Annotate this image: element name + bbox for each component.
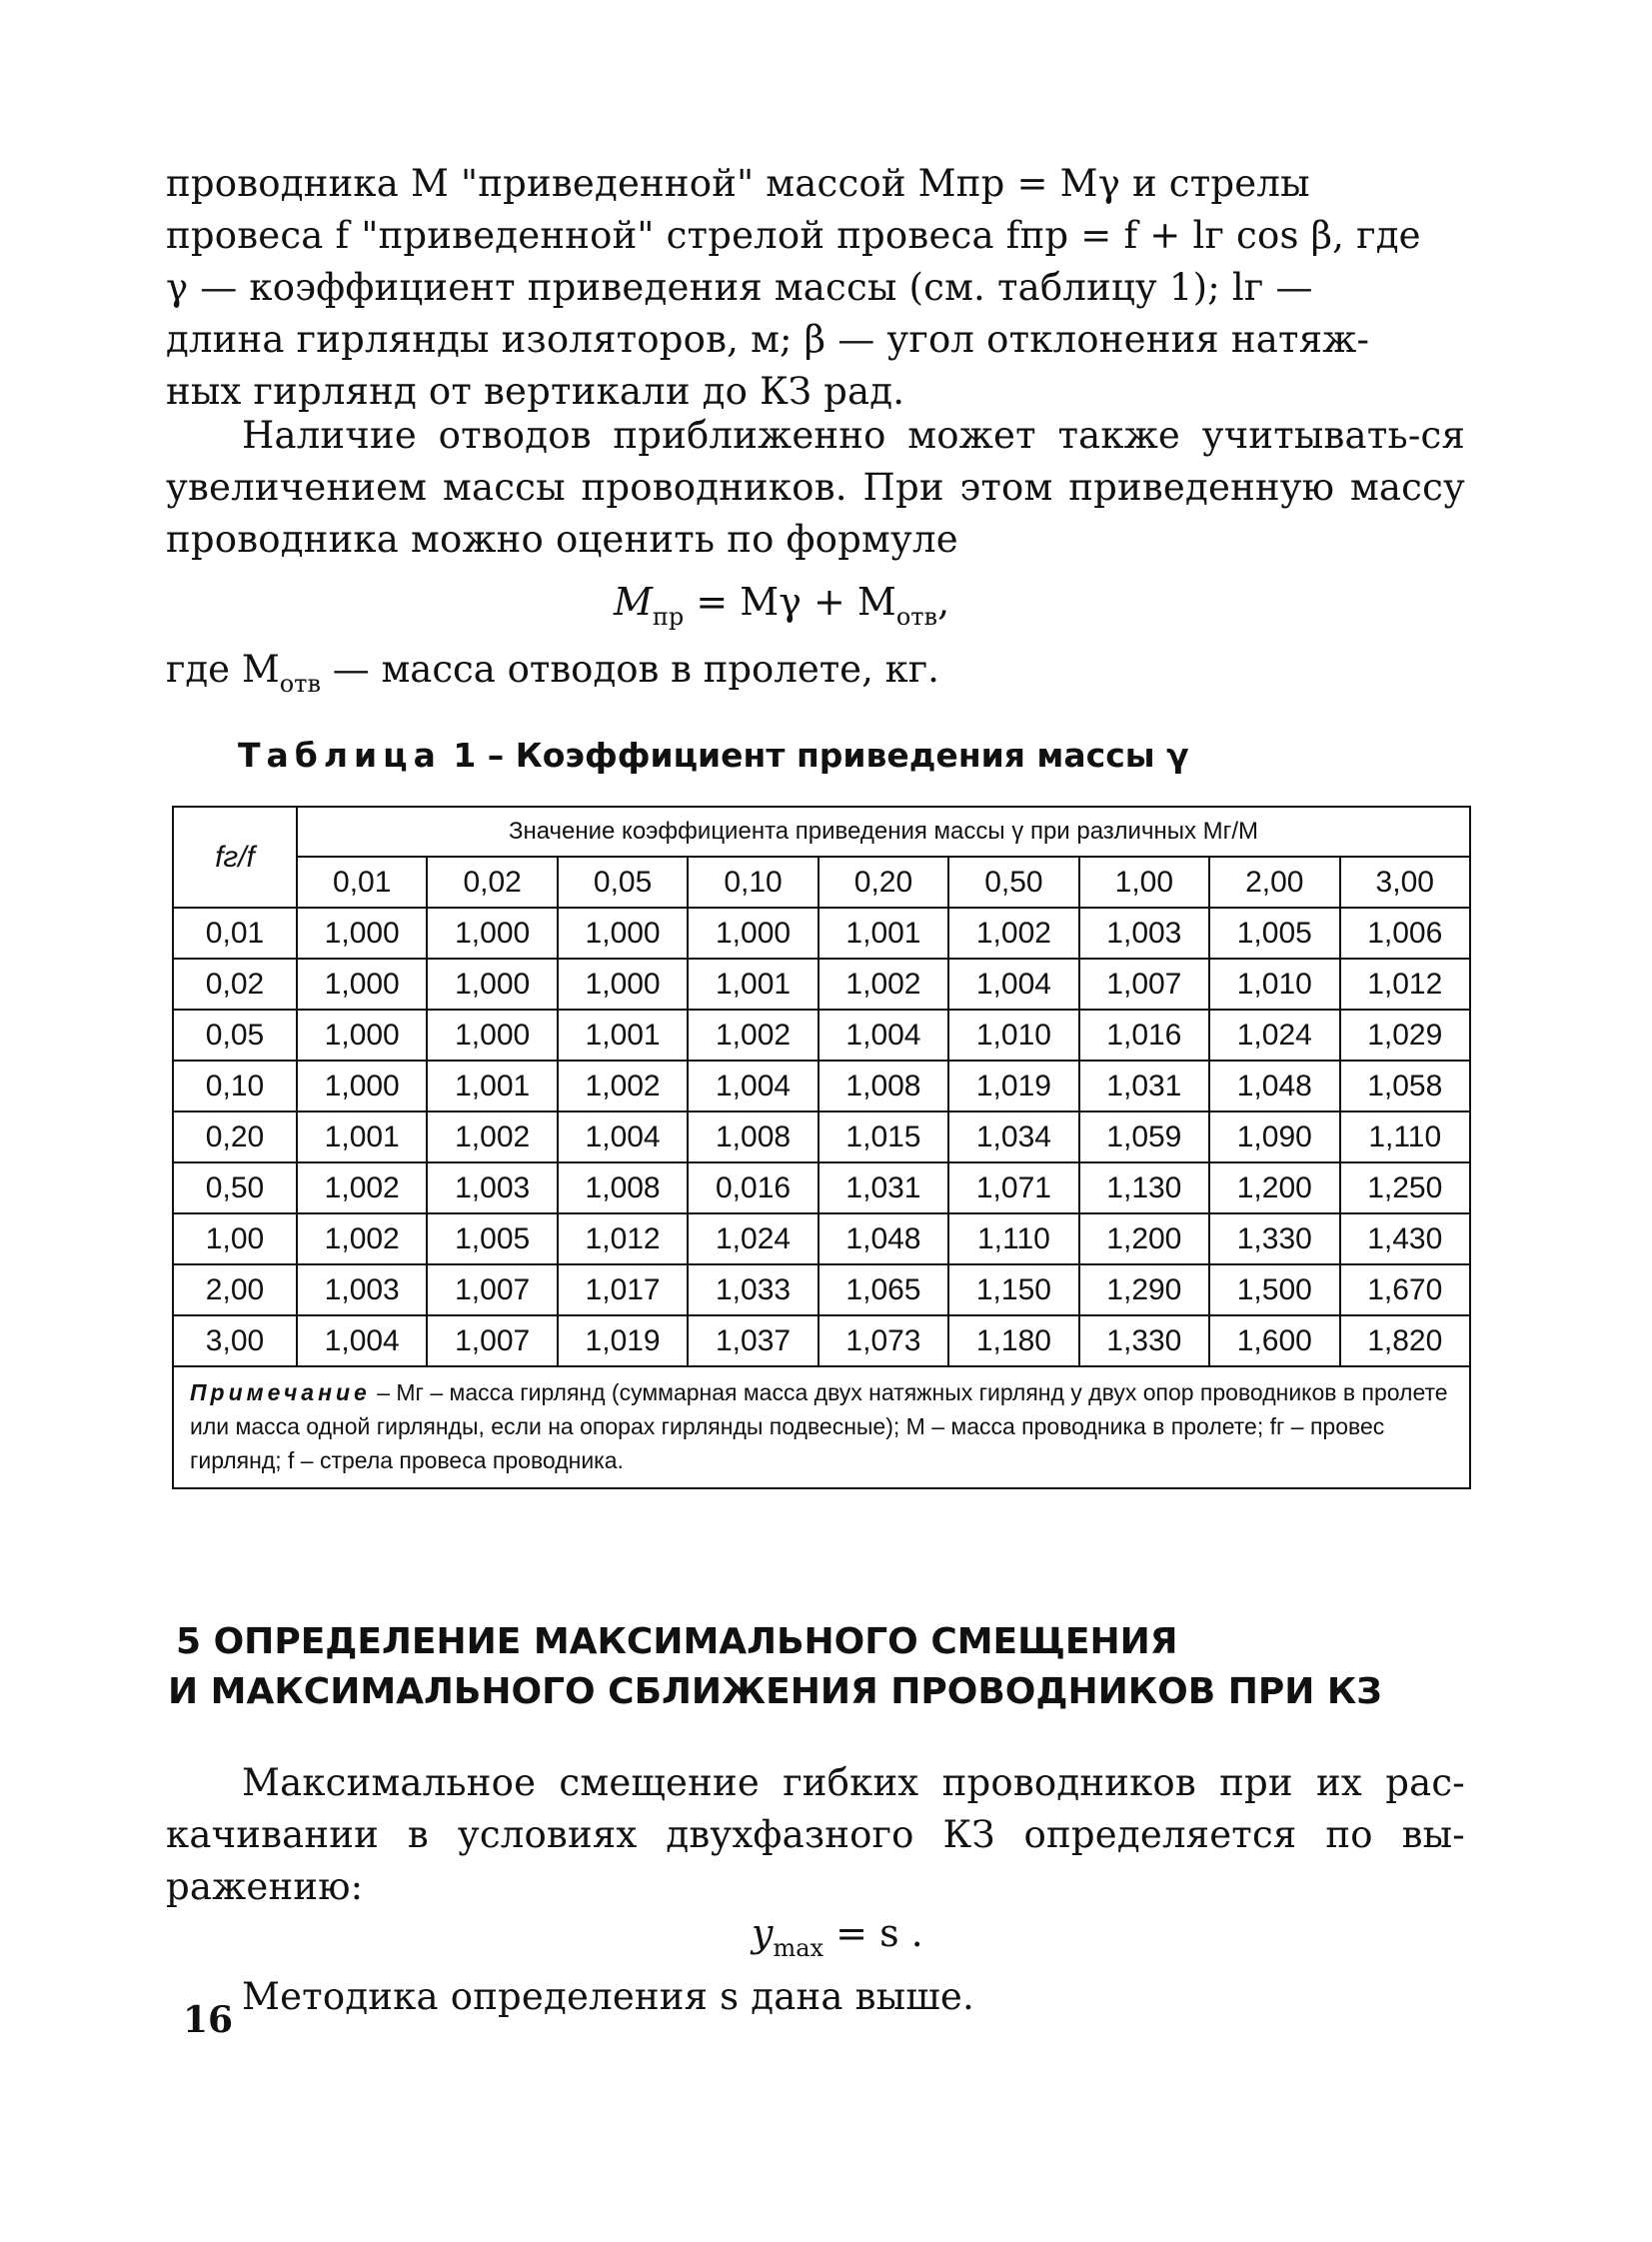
table-cell: 1,150 [948, 1264, 1078, 1315]
table-cell: 0,016 [688, 1162, 818, 1213]
table-cell: 1,200 [1079, 1213, 1209, 1264]
table-cell: 1,001 [819, 908, 948, 959]
table-row [173, 1112, 1470, 1162]
table-cell: 1,024 [688, 1213, 818, 1264]
table-cell: 1,071 [948, 1162, 1078, 1213]
table-cell: 1,048 [1209, 1061, 1339, 1112]
second-paragraph: Наличие отводов приближенно может также учитывать-ся увеличением массы проводников. При этом приведенную массу проводника можно оценить по формуле [166, 414, 1465, 561]
method-line: Методика определения s дана выше. [242, 1975, 974, 2018]
table-cell: 1,090 [1209, 1112, 1339, 1162]
table-column-header: 0,02 [427, 857, 557, 908]
table-cell: 1,004 [558, 1112, 688, 1162]
table-cell: 1,034 [948, 1112, 1078, 1162]
table-body [173, 908, 1470, 1366]
table-cell: 1,180 [948, 1315, 1078, 1366]
table-cell: 1,019 [948, 1061, 1078, 1112]
table-note [173, 1366, 1470, 1488]
table-cell: 1,002 [558, 1061, 688, 1112]
intro-line-2: провеса f "приведенной" стрелой провеса fпр = f + lг cos β, где [166, 214, 1421, 257]
table-cell: 1,006 [1340, 908, 1471, 959]
table-cell: 1,019 [558, 1315, 688, 1366]
table-column-header: 0,05 [558, 857, 688, 908]
table-cell: 1,065 [819, 1264, 948, 1315]
formula-max-displacement [752, 1911, 923, 1962]
table-cell: 1,001 [688, 959, 818, 1010]
table-cell: 1,500 [1209, 1264, 1339, 1315]
table-row [173, 1213, 1470, 1264]
table-cell: 1,073 [819, 1315, 948, 1366]
formula-reduced-mass [614, 580, 949, 631]
table-row-label: 0,02 [173, 959, 297, 1010]
table-cell: 1,002 [688, 1010, 818, 1061]
table-cell: 1,002 [819, 959, 948, 1010]
intro-line-1: проводника M "приведенной" массой Mпр = Mγ и стрелы [166, 162, 1310, 205]
table-cell: 1,820 [1340, 1315, 1471, 1366]
table-cell: 1,037 [688, 1315, 818, 1366]
table-cell: 1,002 [297, 1162, 427, 1213]
second-paragraph-block [166, 410, 1465, 566]
intro-line-5: ных гирлянд от вертикали до КЗ рад. [166, 370, 905, 413]
table-note-row [173, 1366, 1470, 1488]
table-cell: 1,048 [819, 1213, 948, 1264]
table-cell: 1,000 [427, 959, 557, 1010]
table-column-header: 0,01 [297, 857, 427, 908]
table-cell: 1,200 [1209, 1162, 1339, 1213]
table-row [173, 908, 1470, 959]
table-cell: 1,005 [1209, 908, 1339, 959]
page-number: 16 [183, 1999, 234, 2041]
table-cell: 1,004 [819, 1010, 948, 1061]
where-line [166, 648, 939, 698]
table-row-label: 1,00 [173, 1213, 297, 1264]
formula1-lhs: M [614, 580, 653, 624]
table-cell: 1,008 [819, 1061, 948, 1112]
table-cell: 1,000 [427, 1010, 557, 1061]
table-cell: 1,330 [1079, 1315, 1209, 1366]
where-sub: отв [279, 670, 321, 698]
table-cell: 1,007 [427, 1264, 557, 1315]
table-cell: 1,031 [1079, 1061, 1209, 1112]
table-row-label: 0,01 [173, 908, 297, 959]
table-cell: 1,001 [427, 1061, 557, 1112]
formula2-lhs-sub: max [773, 1934, 825, 1962]
intro-line-4: длина гирлянды изоляторов, м; β — угол отклонения натяж- [166, 318, 1370, 361]
table-cell: 1,017 [558, 1264, 688, 1315]
table-row-label: 3,00 [173, 1315, 297, 1366]
method-line-block [166, 1971, 1465, 2023]
table-caption [238, 736, 1189, 775]
table-column-header: 0,10 [688, 857, 818, 908]
table-cell: 1,059 [1079, 1112, 1209, 1162]
table-row [173, 1010, 1470, 1061]
table-caption-rest: 1 – Коэффициент приведения массы γ [453, 736, 1189, 775]
table-cell: 1,000 [297, 1010, 427, 1061]
table-cell: 1,016 [1079, 1010, 1209, 1061]
formula2-rhs: = s . [835, 1911, 923, 1955]
section-paragraph-block [166, 1757, 1465, 1913]
table-cell: 1,008 [688, 1112, 818, 1162]
note-label: Примечание [190, 1379, 371, 1405]
table-cell: 1,430 [1340, 1213, 1471, 1264]
table-row [173, 1162, 1470, 1213]
table-row-header: fг/f [173, 807, 297, 908]
table-row [173, 1315, 1470, 1366]
table-row-label: 0,50 [173, 1162, 297, 1213]
note-text: – Mг – масса гирлянд (суммарная масса двух натяжных гирлянд у двух опор проводников в пролете или масса одной гирлянды, если на опорах гирлянды подвесные); M – масса проводника в пролете; fг – провес гирлянд; f – стрела провеса проводника. [190, 1379, 1448, 1473]
table-header-row-1 [173, 807, 1470, 857]
table-cell: 1,000 [297, 959, 427, 1010]
table-cell: 1,004 [297, 1315, 427, 1366]
table-cell: 1,130 [1079, 1162, 1209, 1213]
table-cell: 1,003 [297, 1264, 427, 1315]
formula1-rhs: = Mγ + M [696, 580, 896, 624]
section-heading-line-2: И МАКСИМАЛЬНОГО СБЛИЖЕНИЯ ПРОВОДНИКОВ ПРИ КЗ [168, 1671, 1382, 1712]
table-cell: 1,005 [427, 1213, 557, 1264]
table-column-header: 1,00 [1079, 857, 1209, 908]
table-cell: 1,670 [1340, 1264, 1471, 1315]
where-prefix: где M [166, 648, 280, 691]
intro-line-3: γ — коэффициент приведения массы (см. таблицу 1); lг — [166, 266, 1313, 309]
table-cell: 1,010 [1209, 959, 1339, 1010]
table-header-row-2 [173, 857, 1470, 908]
table-cell: 1,007 [1079, 959, 1209, 1010]
table-cell: 1,250 [1340, 1162, 1471, 1213]
table-cell: 1,012 [1340, 959, 1471, 1010]
table-row [173, 1061, 1470, 1112]
where-text: — масса отводов в пролете, кг. [332, 648, 939, 691]
table-cell: 1,004 [948, 959, 1078, 1010]
table-cell: 1,058 [1340, 1061, 1471, 1112]
table-row-label: 0,05 [173, 1010, 297, 1061]
table-cell: 1,001 [297, 1112, 427, 1162]
table-group-header: Значение коэффициента приведения массы γ при различных Mг/M [297, 807, 1470, 857]
table-cell: 1,031 [819, 1162, 948, 1213]
formula1-lhs-sub: пр [652, 603, 685, 631]
table-column-header: 0,50 [948, 857, 1078, 908]
table-cell: 1,600 [1209, 1315, 1339, 1366]
table-row-label: 2,00 [173, 1264, 297, 1315]
table-cell: 1,110 [1340, 1112, 1471, 1162]
table-cell: 1,015 [819, 1112, 948, 1162]
table-column-header: 2,00 [1209, 857, 1339, 908]
section-paragraph: Максимальное смещение гибких проводников при их рас-качивании в условиях двухфазного КЗ определяется по вы-ражению: [166, 1761, 1465, 1908]
table-cell: 1,330 [1209, 1213, 1339, 1264]
table-cell: 1,001 [558, 1010, 688, 1061]
table-cell: 1,024 [1209, 1010, 1339, 1061]
table-cell: 1,002 [297, 1213, 427, 1264]
table-column-header: 0,20 [819, 857, 948, 908]
table-row-label: 0,10 [173, 1061, 297, 1112]
table-cell: 1,004 [688, 1061, 818, 1112]
formula2-lhs: y [752, 1911, 774, 1955]
table-caption-label: Таблица [238, 736, 442, 775]
table-column-header: 3,00 [1340, 857, 1471, 908]
intro-paragraph [166, 158, 1465, 418]
table-cell: 1,000 [558, 908, 688, 959]
table-cell: 1,002 [948, 908, 1078, 959]
table-cell: 1,003 [1079, 908, 1209, 959]
table-cell: 1,033 [688, 1264, 818, 1315]
table-cell: 1,000 [558, 959, 688, 1010]
table-cell: 1,002 [427, 1112, 557, 1162]
formula1-rhs-sub: отв [895, 603, 938, 631]
table-cell: 1,012 [558, 1213, 688, 1264]
table-cell: 1,010 [948, 1010, 1078, 1061]
table-row [173, 1264, 1470, 1315]
table-cell: 1,000 [688, 908, 818, 959]
coefficient-table [172, 806, 1471, 1489]
table-cell: 1,110 [948, 1213, 1078, 1264]
formula1-tail: , [937, 580, 950, 624]
table-cell: 1,000 [297, 908, 427, 959]
table-cell: 1,003 [427, 1162, 557, 1213]
table-cell: 1,000 [427, 908, 557, 959]
table-cell: 1,290 [1079, 1264, 1209, 1315]
table-cell: 1,029 [1340, 1010, 1471, 1061]
table-row-label: 0,20 [173, 1112, 297, 1162]
section-heading [168, 1617, 1475, 1717]
table-row [173, 959, 1470, 1010]
table-cell: 1,000 [297, 1061, 427, 1112]
table-cell: 1,007 [427, 1315, 557, 1366]
table-cell: 1,008 [558, 1162, 688, 1213]
section-heading-line-1: 5 ОПРЕДЕЛЕНИЕ МАКСИМАЛЬНОГО СМЕЩЕНИЯ [176, 1621, 1178, 1662]
